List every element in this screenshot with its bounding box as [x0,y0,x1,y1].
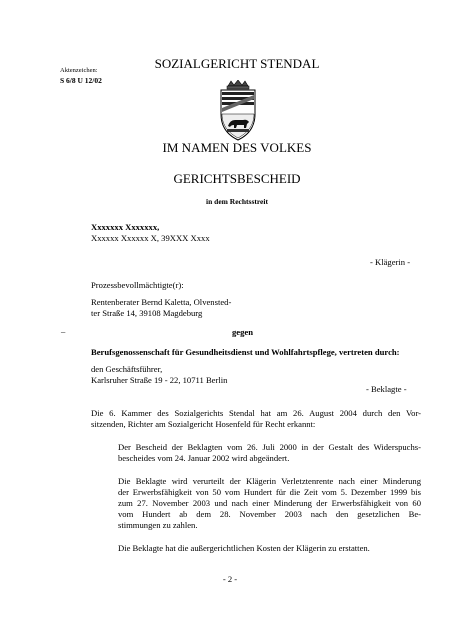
beklagte-role: - Beklagte - [366,384,407,394]
gegen: gegen [232,327,254,337]
coat-of-arms-icon [213,80,263,142]
klaegerin-address: Xxxxxx Xxxxxx X, 39XXX Xxxx [91,233,210,243]
tenor-p2-line3: zum 27. November 2003 und nach einer Minderung der Erwerbsfähigkeit von 60 [118,498,421,508]
klaegerin-name: Xxxxxxx Xxxxxxx, [91,222,160,232]
klaegerin-role: - Klägerin - [370,257,411,267]
page-number: - 2 - [222,574,238,584]
aktenzeichen: S 6/8 U 12/02 [60,76,102,85]
in-dem-rechtsstreit: in dem Rechtsstreit [206,197,268,206]
intro-line2: sitzenden, Richter am Sozialgericht Hosenfeld für Recht erkannt: [91,419,316,429]
tenor-p2-line5: stimmungen zu zahlen. [118,520,198,530]
tenor-p1-line1: Der Bescheid der Beklagten vom 26. Juli 2000 in der Gestalt des Widerspuchs- [118,442,421,452]
bevollmaechtigter-label: Prozessbevollmächtigte(r): [91,280,184,290]
heading-im-namen-des-volkes: IM NAMEN DES VOLKES [162,140,312,155]
tenor-p2-line2: der Erwerbsfähigkeit von 50 vom Hundert für die Zeit vom 5. Dezember 1999 bis [118,487,421,497]
bevollmaechtigter-line2: ter Straße 14, 39108 Magdeburg [91,308,203,318]
tenor-p2-line1: Die Beklagte wird verurteilt der Klägerin Verletztenrente nach einer Minderung [118,476,421,486]
gegen-mark: – [61,326,66,336]
tenor-p2-line4: vom Hundert ab dem 28. November 2003 nach den gesetzlichen Be- [118,509,421,519]
court-name: SOZIALGERICHT STENDAL [154,56,320,71]
bevollmaechtigter-line1: Rentenberater Bernd Kaletta, Olvensted- [91,297,232,307]
heading-gerichtsbescheid: GERICHTSBESCHEID [173,171,301,186]
beklagte-line2: Karlsruher Straße 19 - 22, 10711 Berlin [91,375,228,385]
intro-line1: Die 6. Kammer des Sozialgerichts Stendal hat am 26. August 2004 durch den Vor- [91,408,421,418]
aktenzeichen-label: Aktenzeichen: [60,67,98,74]
tenor-p3: Die Beklagte hat die außergerichtlichen Kosten der Klägerin zu erstatten. [118,543,370,553]
tenor-p1-line2: bescheides vom 24. Januar 2002 wird abgeändert. [118,453,290,463]
beklagte-line1: den Geschäftsführer, [91,364,163,374]
beklagte-name: Berufsgenossenschaft für Gesundheitsdienst und Wohlfahrtspflege, vertreten durch: [91,347,400,357]
